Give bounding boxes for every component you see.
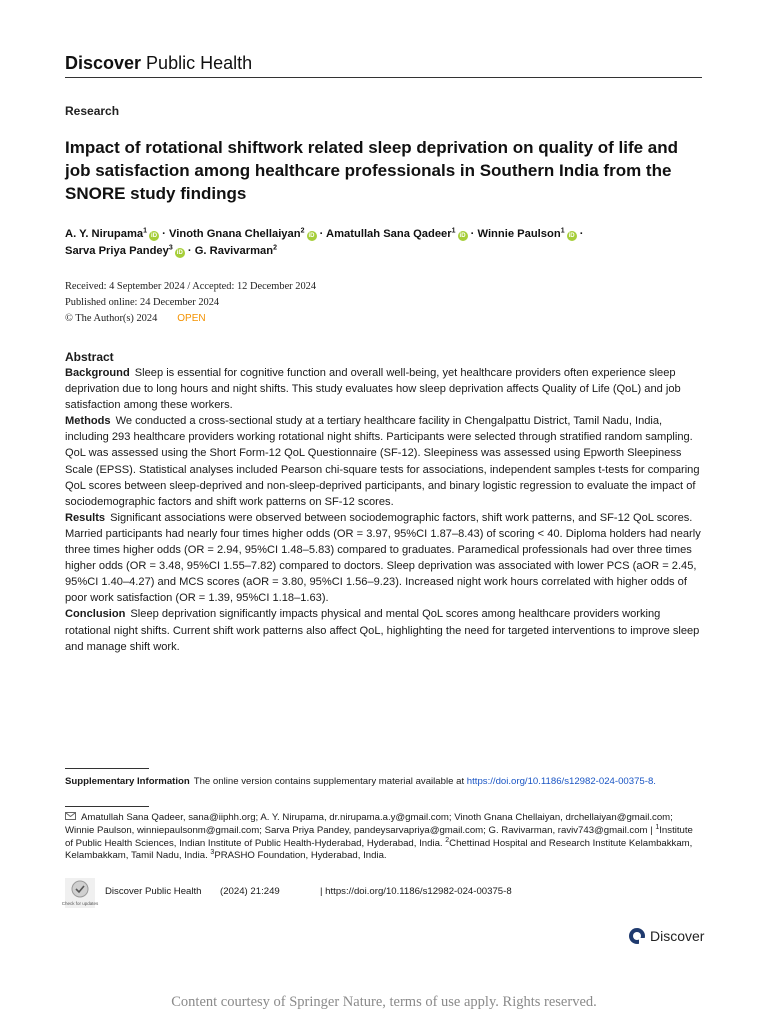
published-date: Published online: 24 December 2024 bbox=[65, 297, 220, 308]
section-text: Sleep is essential for cognitive function and overall well-being, yet healthcare providers often experience sleep deprivation due to long hours and night shifts. This study evaluates how sleep deprivation affects Quality of Life (QoL) and job satisfaction among these workers. bbox=[65, 367, 681, 412]
received-accepted-date: Received: 4 September 2024 / Accepted: 12 December 2024 bbox=[65, 281, 317, 292]
section-label: Background bbox=[65, 367, 130, 379]
author-name: Vinoth Gnana Chellaiyan bbox=[169, 228, 301, 240]
header-rule bbox=[65, 77, 702, 78]
abstract-background bbox=[65, 365, 702, 413]
author-affiliation: 2 bbox=[273, 244, 277, 252]
open-access-badge: OPEN bbox=[177, 313, 206, 324]
section-label: Methods bbox=[65, 415, 111, 428]
section-label: Results bbox=[65, 511, 106, 524]
orcid-icon[interactable]: iD bbox=[308, 233, 315, 239]
correspondence bbox=[65, 812, 702, 863]
footer-doi[interactable]: | https://doi.org/10.1186/s12982-024-00375-8 bbox=[320, 886, 512, 897]
affiliation-text: Institute of Public Health Sciences, Indian Institute of Public Health-Hyderabad, Hyderabad, India. bbox=[65, 824, 693, 849]
section-text: We conducted a cross-sectional study at a tertiary healthcare facility in Chengalpattu District, Tamil Nadu, India, including 293 healthcare providers working rotational night shifts. Participants were selected through stratified random sampling. QoL was assessed using the Short Form-12 QoL Questionnaire (SF-12). Sleepiness was assessed using Epworth Sleepiness Scale (EPSS). Statistical analyses included Pearson chi-square tests for associations, independent samples t-tests for comparing QoL scores between sleep-deprived and non-sleep-deprived participants, and binary logistic regression to evaluate the impact of sociodemographic factors and shift work patterns on SF-12 scores. bbox=[65, 415, 700, 508]
supplementary-label: Supplementary Information bbox=[65, 776, 190, 787]
copyright: © The Author(s) 2024 bbox=[65, 313, 158, 324]
correspondence-emails: Amatullah Sana Qadeer, sana@iiphh.org; A. Y. Nirupama, dr.nirupama.a.y@gmail.com; Vinoth Gnana Chellaiyan, drchellaiyan@gmail.com; Winnie Paulson, winniepaulsonm@gmail.com; Sarva Priya Pandey, pandeysarvapriya@gmail.com; G. Ravivarman, raviv743@gmail.com | bbox=[65, 812, 673, 836]
article-title: Impact of rotational shiftwork related sleep deprivation on quality of life and job satisfaction among healthcare professionals in Southern India from the SNORE study findings bbox=[65, 138, 679, 203]
section-label: Conclusion bbox=[65, 608, 126, 621]
author[interactable] bbox=[169, 228, 317, 240]
abstract bbox=[65, 349, 702, 655]
abstract-methods bbox=[65, 413, 702, 510]
affiliation-number: 3 bbox=[210, 849, 215, 857]
abstract-conclusion bbox=[65, 606, 702, 654]
author-affiliation: 3 bbox=[168, 244, 173, 252]
footer-journal: Discover Public Health bbox=[105, 886, 202, 897]
abstract-results bbox=[65, 510, 702, 607]
supplementary-information bbox=[65, 775, 702, 788]
supplementary-text: The online version contains supplementary material available at bbox=[193, 776, 467, 787]
article-dates bbox=[65, 279, 316, 327]
author-name: Winnie Paulson bbox=[477, 228, 561, 240]
mail-icon bbox=[65, 812, 76, 820]
check-for-updates-icon[interactable] bbox=[61, 878, 99, 908]
orcid-icon[interactable]: iD bbox=[568, 233, 575, 239]
affiliation-number: 2 bbox=[445, 836, 450, 844]
author[interactable] bbox=[477, 228, 576, 240]
journal-header bbox=[65, 52, 252, 74]
affiliation-number: 1 bbox=[655, 823, 660, 831]
discover-logo-icon bbox=[628, 927, 646, 945]
affiliation-text: PRASHO Foundation, Hyderabad, India. bbox=[214, 850, 387, 862]
article-type: Research bbox=[65, 104, 120, 118]
author[interactable] bbox=[326, 228, 468, 240]
abstract-heading: Abstract bbox=[65, 350, 114, 364]
courtesy-note: Content courtesy of Springer Nature, terms of use apply. Rights reserved. bbox=[171, 994, 597, 1010]
journal-name-bold: Discover bbox=[65, 53, 142, 73]
discover-logo-text: Discover bbox=[650, 928, 705, 944]
orcid-icon[interactable]: iD bbox=[176, 250, 183, 256]
author-name: G. Ravivarman bbox=[194, 245, 274, 257]
footnote-rule bbox=[65, 806, 149, 807]
discover-logo bbox=[628, 927, 704, 945]
author-affiliation: 1 bbox=[143, 227, 148, 235]
crossmark-label: Check for updates bbox=[61, 901, 99, 906]
author-affiliation: 1 bbox=[451, 227, 456, 235]
author[interactable] bbox=[65, 228, 159, 240]
section-text: Significant associations were observed between sociodemographic factors, shift work patterns, and SF-12 QoL scores. Married participants had nearly four times higher odds (OR = 3.97, 95%CI 1.87–8.43) of scoring < 40. Diploma holders had nearly three times higher odds (OR = 2.94, 95%CI 1.48–5.83) compared to graduates. Paramedical professionals had over three times higher odds (OR = 3.48, 95%CI 1.55–7.82) compared to doctors. Sleep deprivation was associated with lower PCS (aOR = 2.45, 95%CI 1.40–4.27) and MCS scores (aOR = 3.80, 95%CI 1.56–9.23). Increased night work hours correlated with higher odds of poor work satisfaction (OR = 1.39, 95%CI 1.18–1.63). bbox=[65, 511, 701, 605]
author-name: Sarva Priya Pandey bbox=[65, 245, 169, 257]
footer-citation: (2024) 21:249 bbox=[220, 886, 280, 897]
author-list: A. Y. Nirupama$^1$iD · Vinoth Gnana Chellaiyan$^2$iD · Amatullah Sana Qadeer$^1$iD · Winnie Paulson$^1$iD · Sarva Priya Pandey$^3$iD · G. Ravivarman$^2$ bbox=[65, 227, 584, 257]
author-name: A. Y. Nirupama bbox=[65, 228, 144, 240]
footnote-rule bbox=[65, 768, 149, 769]
affiliation-text: Chettinad Hospital and Research Institute Kelambakkam, Kelambakkam, Tamil Nadu, India. bbox=[65, 837, 693, 862]
orcid-icon[interactable]: iD bbox=[459, 233, 466, 239]
author-name: Amatullah Sana Qadeer bbox=[326, 228, 452, 240]
author[interactable] bbox=[195, 245, 277, 257]
author[interactable] bbox=[65, 245, 185, 257]
author-affiliation: 1 bbox=[560, 227, 565, 235]
journal-name-rest: Public Health bbox=[141, 53, 253, 73]
supplementary-link[interactable]: https://doi.org/10.1186/s12982-024-00375-8. bbox=[466, 776, 656, 787]
section-text: Sleep deprivation significantly impacts physical and mental QoL scores among healthcare providers working rotational night shifts. Current shift work patterns also affect QoL, highlighting the need for targeted interventions to improve sleep and manage shift work. bbox=[65, 608, 700, 653]
orcid-icon[interactable]: iD bbox=[151, 233, 158, 239]
author-affiliation: 2 bbox=[300, 227, 305, 235]
